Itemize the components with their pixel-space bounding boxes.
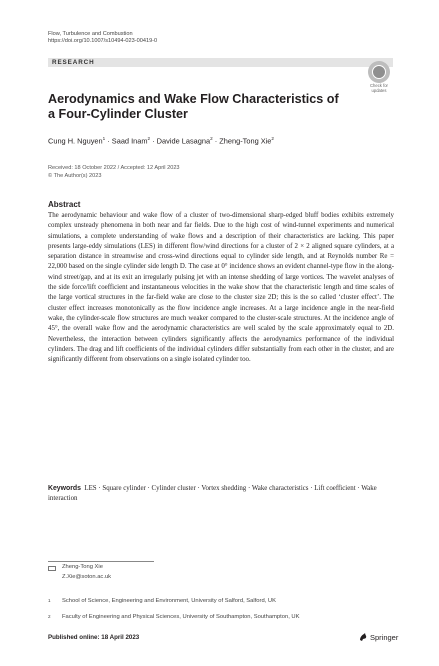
mail-icon xyxy=(48,566,56,571)
author-name[interactable]: Zheng-Tong Xie xyxy=(219,136,272,146)
copyright-line: © The Author(s) 2023 xyxy=(48,173,102,179)
received-accepted-dates: Received: 18 October 2022 / Accepted: 12 April 2023 xyxy=(48,165,180,171)
abstract-heading: Abstract xyxy=(48,200,81,209)
abstract-text: The aerodynamic behaviour and wake flow of a cluster of two-dimensional sharp-edged bluff bodies exhibits extremely complex unsteady phenomena in both near and far fields. Due to the high cost of wind-tunnel experiments and numerical simulations, a complete understanding of wake flows and a description of their characteristics are lacking. This paper presents large-eddy simulations (LES) in different flow/wind directions for a cluster of 2 × 2 aligned square cylinders, at a separation distance in streamwise and cross-wind directions equal to cylinder side length, and at Reynolds number Re = 22,000 based on the single cylinder side length D. The case at 0° incidence shows an evident channel-type flow in the along-wind street/gap, and at its exit an irregularly pulsing jet with an intense shedding of large vortices. The wavelet analyses of the side force/lift coefficient and instantaneous velocities in the wake show that the characteristic length and time scales of the large vortical structures in the far-field wake are close to the cluster size 2D; this is the so called ‘cluster effect’. The cluster effect increases monotonically as the flow incidence angle increases. At a large incidence angle in the near-field wake, the cylinder-scale flow structures are much weaker compared to the cluster-scale structures. At the incidence angle of 45°, the overall wake flow and the aerodynamic characteristics are well scaled by the scale approximately equal to 2D. Nevertheless, the interaction between cylinders significantly affects the aerodynamics performance of the individual cylinders. The drag and lift coefficients of the individual cylinders differ substantially from each other in the cluster, and are significantly different from observations on a single isolated cylinder too. xyxy=(48,212,394,364)
affiliation-number: 1 xyxy=(48,598,51,603)
published-online-date: Published online: 18 April 2023 xyxy=(48,634,140,641)
journal-doi-link[interactable]: https://doi.org/10.1007/s10494-023-00419-0 xyxy=(48,38,158,44)
springer-horse-icon xyxy=(358,632,368,642)
section-label: RESEARCH xyxy=(52,59,95,66)
keywords-label: Keywords xyxy=(48,485,81,492)
corresponding-author-email[interactable]: Z.Xie@soton.ac.uk xyxy=(62,574,112,580)
author-affiliation-marker: 2 xyxy=(210,136,213,141)
keywords xyxy=(48,484,394,505)
author-affiliation-marker: 2 xyxy=(271,136,274,141)
footnote-divider xyxy=(48,561,154,562)
publisher-logo-text: Springer xyxy=(370,633,399,642)
check-for-updates-label[interactable]: Check for updates xyxy=(370,83,388,93)
paper-title: Aerodynamics and Wake Flow Characteristics of a Four-Cylinder Cluster xyxy=(48,92,339,121)
section-bar xyxy=(48,58,393,67)
author-name[interactable]: Saad Inam xyxy=(111,136,148,146)
corresponding-author-name: Zheng-Tong Xie xyxy=(62,564,103,570)
author-name[interactable]: Davide Lasagna xyxy=(156,136,211,146)
author-list: Cung H. Nguyen$^1$ · Saad Inam$^2$ · Davide Lasagna$^2$ · Zheng-Tong Xie$^2$ xyxy=(48,136,274,146)
author-affiliation-marker: 2 xyxy=(147,136,151,141)
affiliation-text: School of Science, Engineering and Environment, University of Salford, Salford, UK xyxy=(62,598,276,604)
author-affiliation-marker: 1 xyxy=(102,136,106,141)
author-name[interactable]: Cung H. Nguyen xyxy=(48,136,103,146)
keywords-list: LES · Square cylinder · Cylinder cluster · Vortex shedding · Wake characteristics · Lift coefficient · Wake interaction xyxy=(48,485,377,503)
journal-header xyxy=(48,31,157,45)
check-for-updates-icon[interactable] xyxy=(368,61,390,83)
affiliation-number: 2 xyxy=(48,614,51,619)
journal-name: Flow, Turbulence and Combustion xyxy=(48,31,133,37)
article-dates xyxy=(48,164,180,180)
affiliation-text: Faculty of Engineering and Physical Sciences, University of Southampton, Southampton, UK xyxy=(62,614,300,620)
